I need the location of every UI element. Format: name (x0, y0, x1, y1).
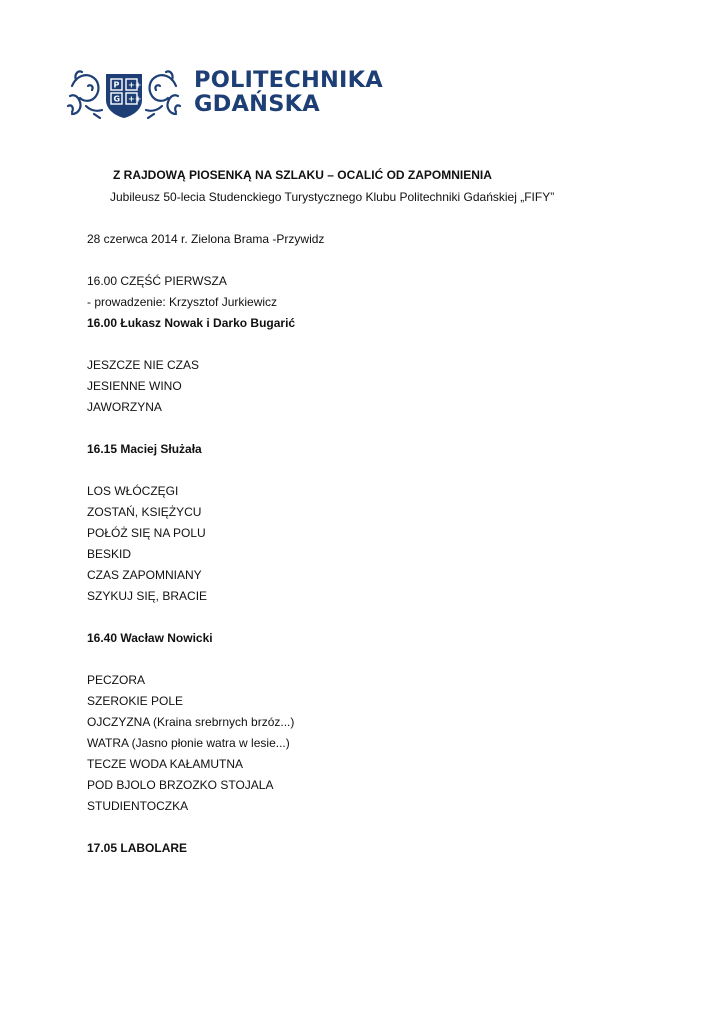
song-item: WATRA (Jasno płonie watra w lesie...) (87, 736, 290, 750)
song-item: OJCZYZNA (Kraina srebrnych brzóz...) (87, 715, 295, 729)
song-item: JESZCZE NIE CZAS (87, 358, 200, 372)
song-item: BESKID (87, 547, 132, 561)
song-item: POD BJOLO BRZOZKO STOJALA (87, 778, 274, 792)
song-item: JESIENNE WINO (87, 379, 182, 393)
performer-heading: 16.00 Łukasz Nowak i Darko Bugarić (87, 316, 296, 330)
date-place: 28 czerwca 2014 r. Zielona Brama -Przywidz (87, 232, 325, 246)
university-logo (66, 66, 383, 122)
document-subtitle: Jubileusz 50-lecia Studenckiego Turystycznego Klubu Politechniki Gdańskiej „FIFY” (110, 190, 555, 204)
song-item: LOS WŁÓCZĘGI (87, 484, 179, 498)
svg-text:++: ++ (128, 94, 142, 104)
song-item: STUDIENTOCZKA (87, 799, 189, 813)
university-wordmark (194, 68, 383, 116)
document-title: Z RAJDOWĄ PIOSENKĄ NA SZLAKU – OCALIĆ OD ZAPOMNIENIA (113, 168, 492, 182)
performer-heading: 16.15 Maciej Służała (87, 442, 202, 456)
svg-text:++: ++ (128, 80, 142, 90)
song-item: CZAS ZAPOMNIANY (87, 568, 202, 582)
performer-heading: 16.40 Wacław Nowicki (87, 631, 213, 645)
program-content (87, 232, 687, 862)
wordmark-line-2: GDAŃSKA (194, 91, 320, 117)
song-item: SZEROKIE POLE (87, 694, 184, 708)
svg-text:G: G (113, 94, 121, 104)
song-item: POŁÓŻ SIĘ NA POLU (87, 526, 206, 540)
song-item: PECZORA (87, 673, 146, 687)
song-item: ZOSTAŃ, KSIĘŻYCU (87, 505, 202, 519)
song-item: SZYKUJ SIĘ, BRACIE (87, 589, 208, 603)
song-item: TECZE WODA KAŁAMUTNA (87, 757, 244, 771)
svg-text:P: P (113, 80, 120, 90)
host-line: - prowadzenie: Krzysztof Jurkiewicz (87, 295, 278, 309)
performer-heading: 17.05 LABOLARE (87, 841, 188, 855)
part-heading: 16.00 CZĘŚĆ PIERWSZA (87, 274, 227, 288)
song-item: JAWORZYNA (87, 400, 162, 414)
wordmark-line-1: POLITECHNIKA (194, 67, 383, 93)
pg-crest-icon (66, 66, 182, 120)
